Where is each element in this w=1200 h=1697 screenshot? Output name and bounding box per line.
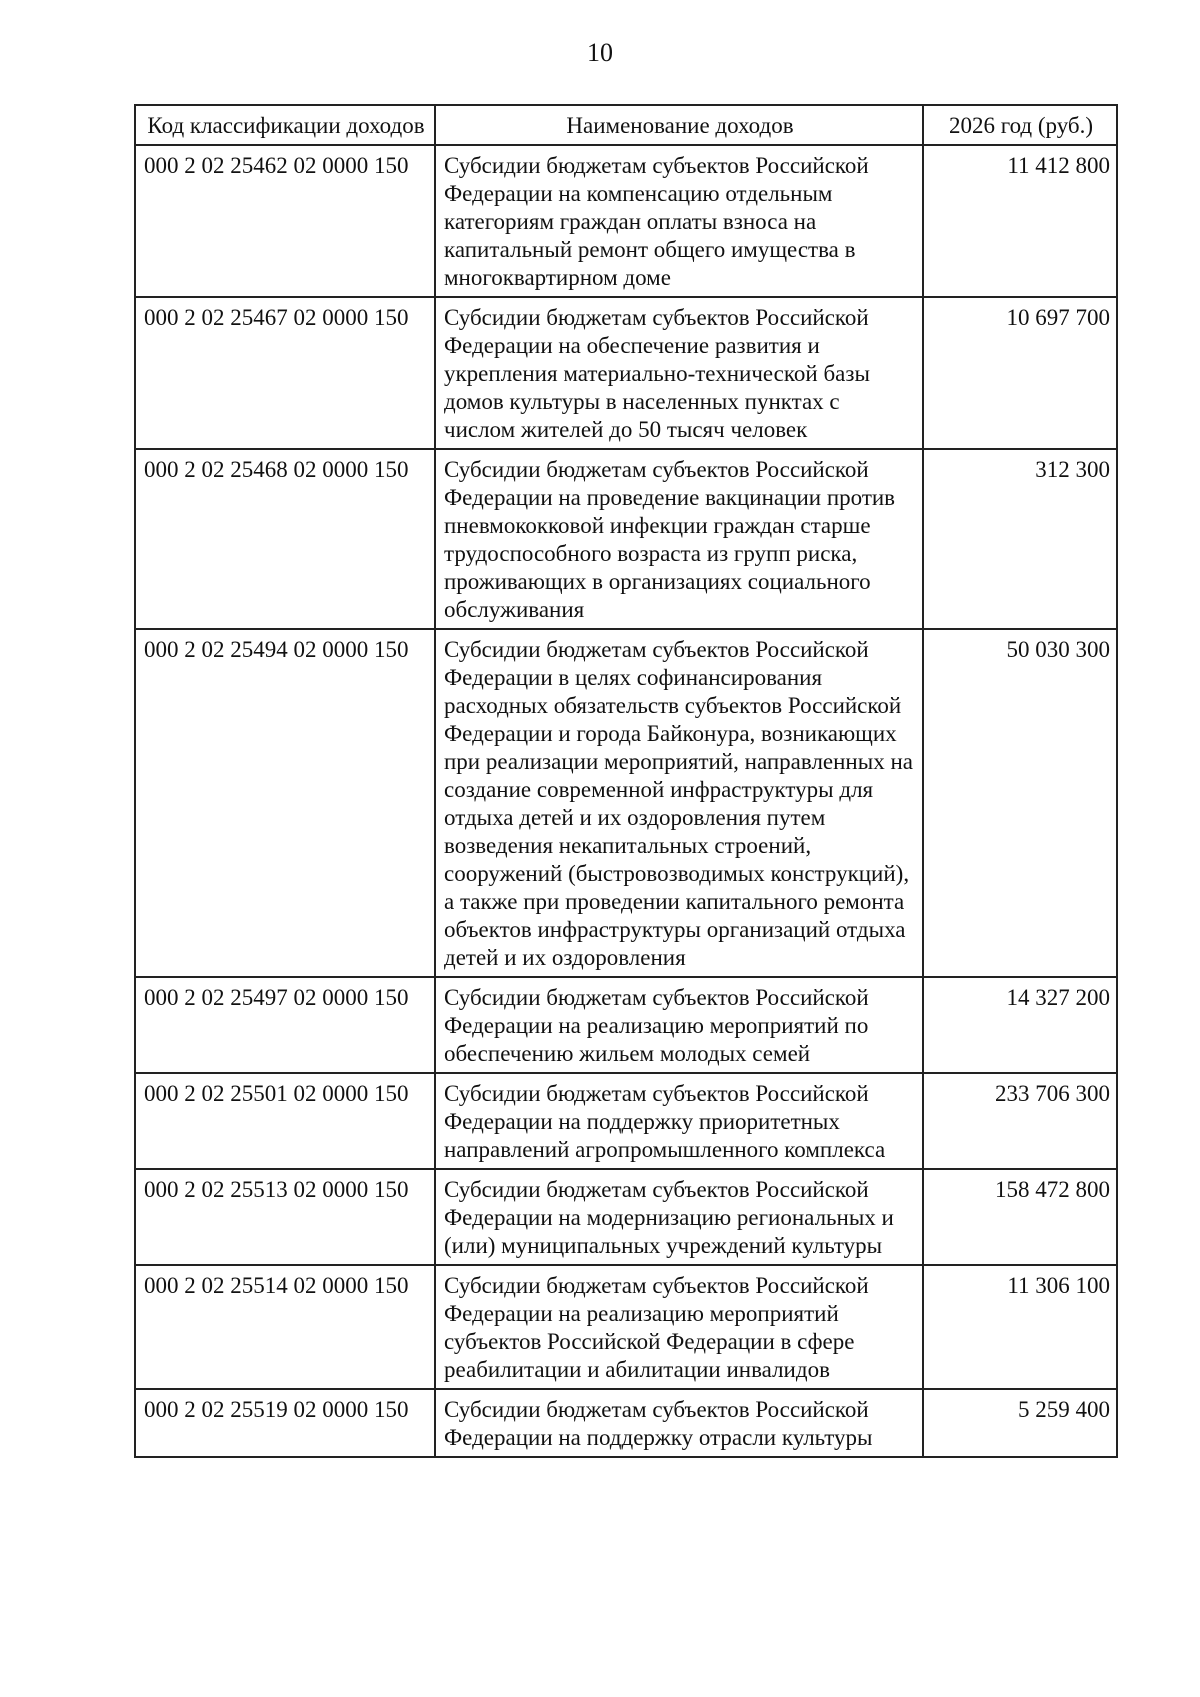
row-code: 000 2 02 25462 02 0000 150 (135, 145, 435, 297)
row-name: Субсидии бюджетам субъектов Российской Федерации на поддержку отрасли культуры (435, 1389, 923, 1457)
row-code: 000 2 02 25468 02 0000 150 (135, 449, 435, 629)
row-code: 000 2 02 25494 02 0000 150 (135, 629, 435, 977)
row-amount: 11 412 800 (923, 145, 1117, 297)
table-row (135, 1073, 1117, 1169)
table-row (135, 145, 1117, 297)
row-code: 000 2 02 25513 02 0000 150 (135, 1169, 435, 1265)
row-code: 000 2 02 25519 02 0000 150 (135, 1389, 435, 1457)
row-name: Субсидии бюджетам субъектов Российской Федерации на компенсацию отдельным категориям граждан оплаты взноса на капитальный ремонт общего имущества в многоквартирном доме (435, 145, 923, 297)
table-row (135, 1389, 1117, 1457)
row-code: 000 2 02 25467 02 0000 150 (135, 297, 435, 449)
row-name: Субсидии бюджетам субъектов Российской Федерации на обеспечение развития и укрепления материально-технической базы домов культуры в населенных пунктах с числом жителей до 50 тысяч человек (435, 297, 923, 449)
row-amount: 158 472 800 (923, 1169, 1117, 1265)
table-row (135, 1169, 1117, 1265)
row-name: Субсидии бюджетам субъектов Российской Федерации на реализацию мероприятий субъектов Российской Федерации в сфере реабилитации и абилитации инвалидов (435, 1265, 923, 1389)
row-name: Субсидии бюджетам субъектов Российской Федерации на проведение вакцинации против пневмококковой инфекции граждан старше трудоспособного возраста из групп риска, проживающих в организациях социального обслуживания (435, 449, 923, 629)
row-amount: 233 706 300 (923, 1073, 1117, 1169)
table-row (135, 297, 1117, 449)
table-header-row (135, 105, 1117, 145)
header-amount: 2026 год (руб.) (923, 105, 1117, 145)
row-name: Субсидии бюджетам субъектов Российской Федерации на реализацию мероприятий по обеспечению жильем молодых семей (435, 977, 923, 1073)
row-amount: 50 030 300 (923, 629, 1117, 977)
row-amount: 11 306 100 (923, 1265, 1117, 1389)
page-number: 10 (587, 38, 613, 67)
table-row (135, 629, 1117, 977)
row-code: 000 2 02 25501 02 0000 150 (135, 1073, 435, 1169)
header-name: Наименование доходов (435, 105, 923, 145)
table-row (135, 449, 1117, 629)
row-name: Субсидии бюджетам субъектов Российской Федерации в целях софинансирования расходных обязательств субъектов Российской Федерации и города Байконура, возникающих при реализации мероприятий, направленных на создание современной инфраструктуры для отдыха детей и их оздоровления путем возведения некапитальных строений, сооружений (быстровозводимых конструкций), а также при проведении капитального ремонта объектов инфраструктуры организаций отдыха детей и их оздоровления (435, 629, 923, 977)
row-name: Субсидии бюджетам субъектов Российской Федерации на поддержку приоритетных направлений агропромышленного комплекса (435, 1073, 923, 1169)
row-amount: 312 300 (923, 449, 1117, 629)
header-code: Код классификации доходов (135, 105, 435, 145)
row-amount: 14 327 200 (923, 977, 1117, 1073)
table-row (135, 1265, 1117, 1389)
row-name: Субсидии бюджетам субъектов Российской Федерации на модернизацию региональных и (или) муниципальных учреждений культуры (435, 1169, 923, 1265)
row-amount: 5 259 400 (923, 1389, 1117, 1457)
row-code: 000 2 02 25514 02 0000 150 (135, 1265, 435, 1389)
revenue-table (134, 104, 1118, 1458)
row-code: 000 2 02 25497 02 0000 150 (135, 977, 435, 1073)
table-row (135, 977, 1117, 1073)
row-amount: 10 697 700 (923, 297, 1117, 449)
